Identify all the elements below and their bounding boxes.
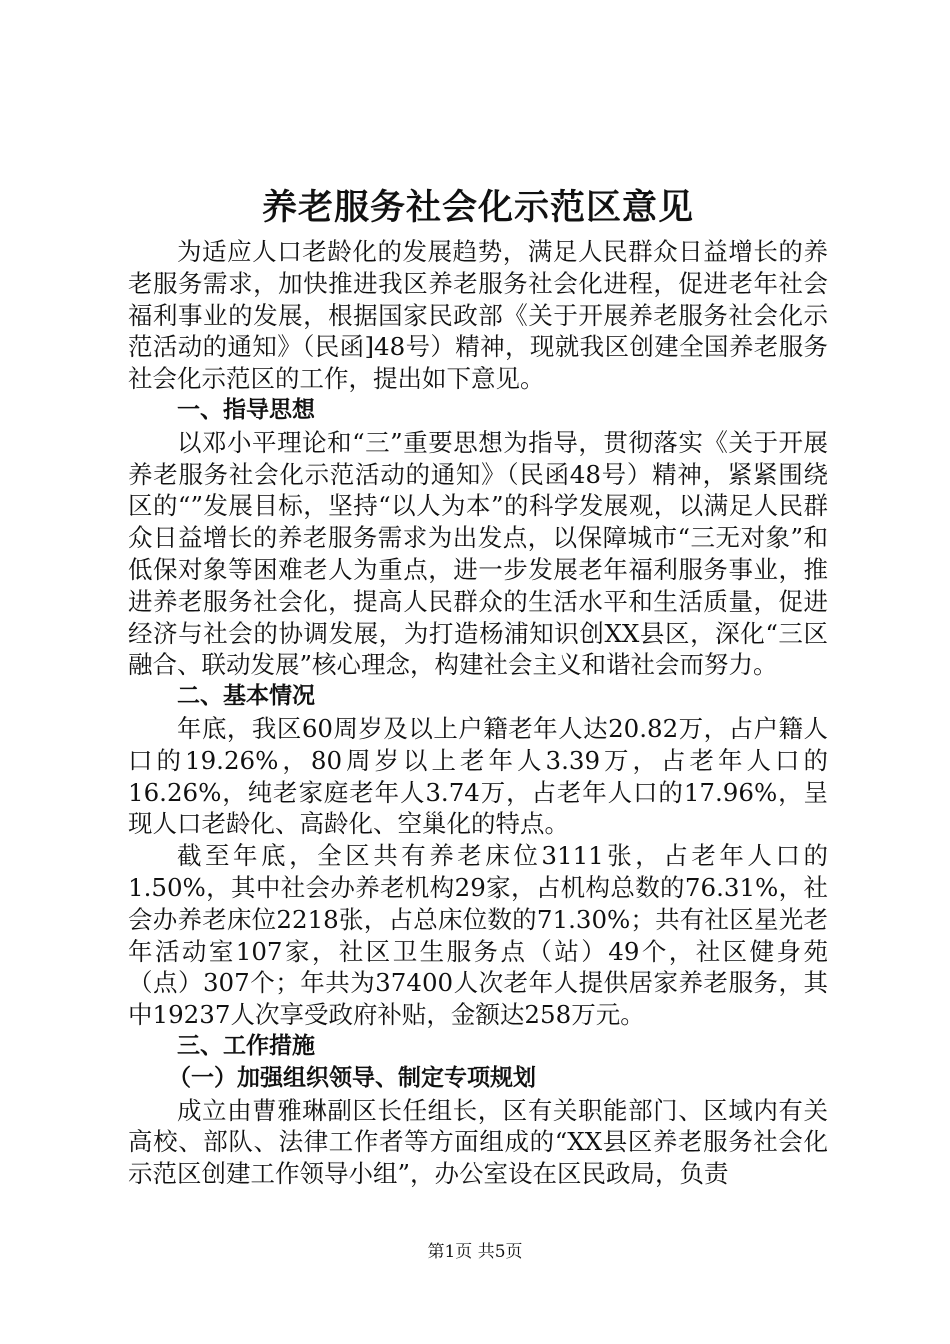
- document-title: 养老服务社会化示范区意见: [261, 188, 694, 228]
- page-footer: 第1页 共5页: [427, 1242, 523, 1262]
- section-heading-basic-situation: 二、基本情况: [177, 683, 315, 710]
- guiding-ideology-paragraph: 以邓小平理论和“三”重要思想为指导，贯彻落实《关于开展养老服务社会化示范活动的通知》（民函48号）精神，紧紧围绕区的“”发展目标，坚持“以人为本”的科学发展观，以满足人民群众日益增长的养老服务需求为出发点，以保障城市“三无对象”和低保对象等困难老人为重点，进一步发展老年福利服务事业，推进养老服务社会化，提高人民群众的生活水平和生活质量，促进经济与社会的协调发展，为打造杨浦知识创XX县区，深化“三区融合、联动发展”核心理念，构建社会主义和谐社会而努力。: [128, 427, 828, 680]
- basic-situation-paragraph-1: 年底，我区60周岁及以上户籍老年人达20.82万，占户籍人口的19.26%，80周岁以上老年人3.39万，占老年人口的16.26%，纯老家庭老年人3.74万，占老年人口的17.96%，呈现人口老龄化、高龄化、空巢化的特点。: [128, 713, 828, 839]
- document-page: [128, 180, 828, 1190]
- basic-situation-paragraph-2: 截至年底，全区共有养老床位3111张，占老年人口的1.50%，其中社会办养老机构29家，占机构总数的76.31%，社会办养老床位2218张，占总床位数的71.30%；共有社区星光老年活动室107家，社区卫生服务点（站）49个，社区健身苑（点）307个；年共为37400人次老年人提供居家养老服务，其中19237人次享受政府补贴，金额达258万元。: [128, 841, 828, 1030]
- organization-leadership-paragraph: 成立由曹雅琳副区长任组长，区有关职能部门、区域内有关高校、部队、法律工作者等方面组成的“XX县区养老服务社会化示范区创建工作领导小组”，办公室设在区民政局，负责: [128, 1095, 828, 1189]
- subheading-organization-leadership: （一）加强组织领导、制定专项规划: [168, 1064, 536, 1091]
- section-heading-guiding-ideology: 一、指导思想: [177, 396, 315, 423]
- section-heading-work-measures: 三、工作措施: [177, 1032, 315, 1059]
- intro-paragraph: 为适应人口老龄化的发展趋势，满足人民群众日益增长的养老服务需求，加快推进我区养老服务社会化进程，促进老年社会福利事业的发展，根据国家民政部《关于开展养老服务社会化示范活动的通知》（民函]48号）精神，现就我区创建全国养老服务社会化示范区的工作，提出如下意见。: [128, 237, 828, 394]
